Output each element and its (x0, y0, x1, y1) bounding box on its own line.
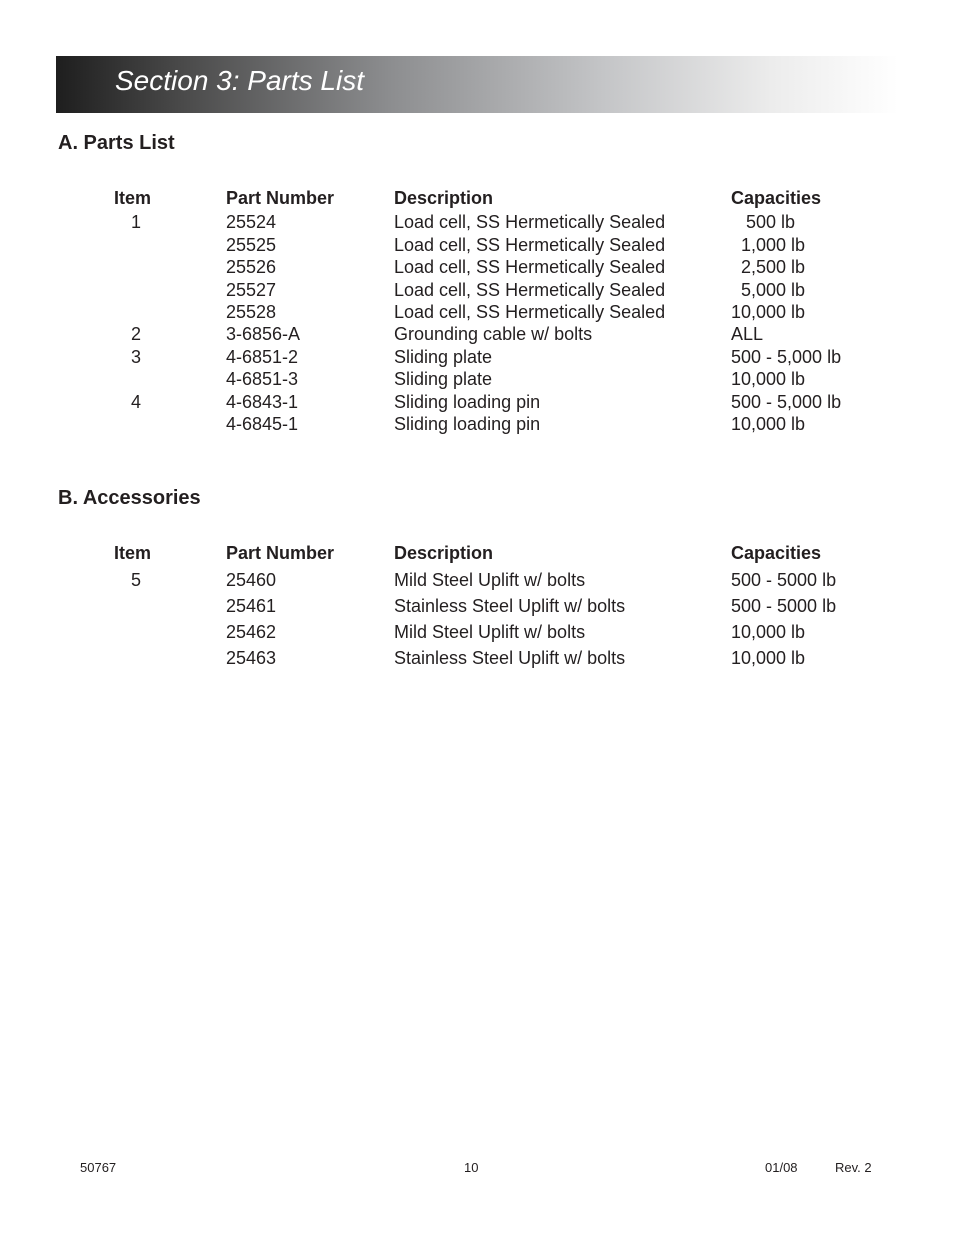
description: Sliding loading pin (394, 391, 541, 412)
part-number: 4-6851-3 (226, 369, 299, 390)
item-number: 1 (130, 212, 141, 233)
capacity: 500 - 5,000 lb (731, 346, 842, 367)
parts-table (0, 187, 954, 435)
part-number: 25462 (226, 622, 277, 643)
section-title: Section 3: Parts List (115, 65, 365, 96)
section-banner (56, 56, 898, 113)
part-number: 25524 (226, 212, 277, 233)
table-row (0, 211, 954, 233)
part-number: 25527 (226, 279, 277, 300)
column-header-capacities: Capacities (731, 543, 822, 563)
table-row (0, 621, 954, 647)
part-number: 25460 (226, 570, 277, 591)
table-row (0, 279, 954, 301)
column-header-part-number: Part Number (226, 543, 335, 563)
table-row (0, 256, 954, 278)
part-number: 4-6851-2 (226, 346, 299, 367)
accessories-table-header (0, 542, 954, 564)
description: Stainless Steel Uplift w/ bolts (394, 648, 626, 669)
capacity: 5,000 lb (731, 279, 806, 300)
table-row (0, 301, 954, 323)
capacity: 10,000 lb (731, 413, 806, 434)
capacity: 500 - 5,000 lb (731, 391, 842, 412)
item-number: 5 (130, 570, 141, 591)
item-number: 3 (130, 346, 141, 367)
part-number: 25461 (226, 596, 277, 617)
description: Mild Steel Uplift w/ bolts (394, 622, 586, 643)
capacity: 500 - 5000 lb (731, 570, 837, 591)
column-header-description: Description (394, 188, 494, 208)
footer-page-number: 10 (464, 1160, 479, 1175)
description: Mild Steel Uplift w/ bolts (394, 570, 586, 591)
part-number: 4-6845-1 (226, 413, 299, 434)
part-number: 4-6843-1 (226, 391, 299, 412)
capacity: 500 - 5000 lb (731, 596, 837, 617)
table-row (0, 569, 954, 595)
footer-revision: Rev. 2 (835, 1160, 872, 1175)
accessories-heading: B. Accessories (58, 487, 201, 509)
column-header-part-number: Part Number (226, 188, 335, 208)
table-row (0, 368, 954, 390)
part-number: 25526 (226, 257, 277, 278)
parts-list-heading: A. Parts List (58, 132, 175, 154)
table-row (0, 647, 954, 673)
description: Sliding plate (394, 346, 493, 367)
capacity: 500 lb (731, 212, 796, 233)
description: Load cell, SS Hermetically Sealed (394, 212, 666, 233)
description: Sliding plate (394, 369, 493, 390)
part-number: 3-6856-A (226, 324, 301, 345)
parts-table-body (0, 211, 954, 435)
capacity: 10,000 lb (731, 369, 806, 390)
capacity: ALL (731, 324, 764, 345)
description: Grounding cable w/ bolts (394, 324, 593, 345)
capacity: 1,000 lb (731, 234, 806, 255)
accessories-table (0, 542, 954, 673)
description: Load cell, SS Hermetically Sealed (394, 279, 666, 300)
table-row (0, 595, 954, 621)
parts-table-header (0, 187, 954, 209)
description: Load cell, SS Hermetically Sealed (394, 257, 666, 278)
item-number: 2 (130, 324, 141, 345)
footer-date: 01/08 (765, 1160, 798, 1175)
table-row (0, 234, 954, 256)
part-number: 25528 (226, 301, 277, 322)
capacity: 10,000 lb (731, 301, 806, 322)
column-header-item: Item (114, 543, 152, 563)
description: Stainless Steel Uplift w/ bolts (394, 596, 626, 617)
capacity: 10,000 lb (731, 648, 806, 669)
capacity: 2,500 lb (731, 257, 806, 278)
accessories-table-body (0, 569, 954, 673)
description: Sliding loading pin (394, 413, 541, 434)
description: Load cell, SS Hermetically Sealed (394, 301, 666, 322)
column-header-item: Item (114, 188, 152, 208)
part-number: 25463 (226, 648, 277, 669)
table-row (0, 413, 954, 435)
table-row (0, 323, 954, 345)
table-row (0, 391, 954, 413)
column-header-capacities: Capacities (731, 188, 822, 208)
item-number: 4 (130, 391, 141, 412)
part-number: 25525 (226, 234, 277, 255)
footer-doc-number: 50767 (80, 1160, 117, 1175)
capacity: 10,000 lb (731, 622, 806, 643)
column-header-description: Description (394, 543, 494, 563)
table-row (0, 346, 954, 368)
description: Load cell, SS Hermetically Sealed (394, 234, 666, 255)
